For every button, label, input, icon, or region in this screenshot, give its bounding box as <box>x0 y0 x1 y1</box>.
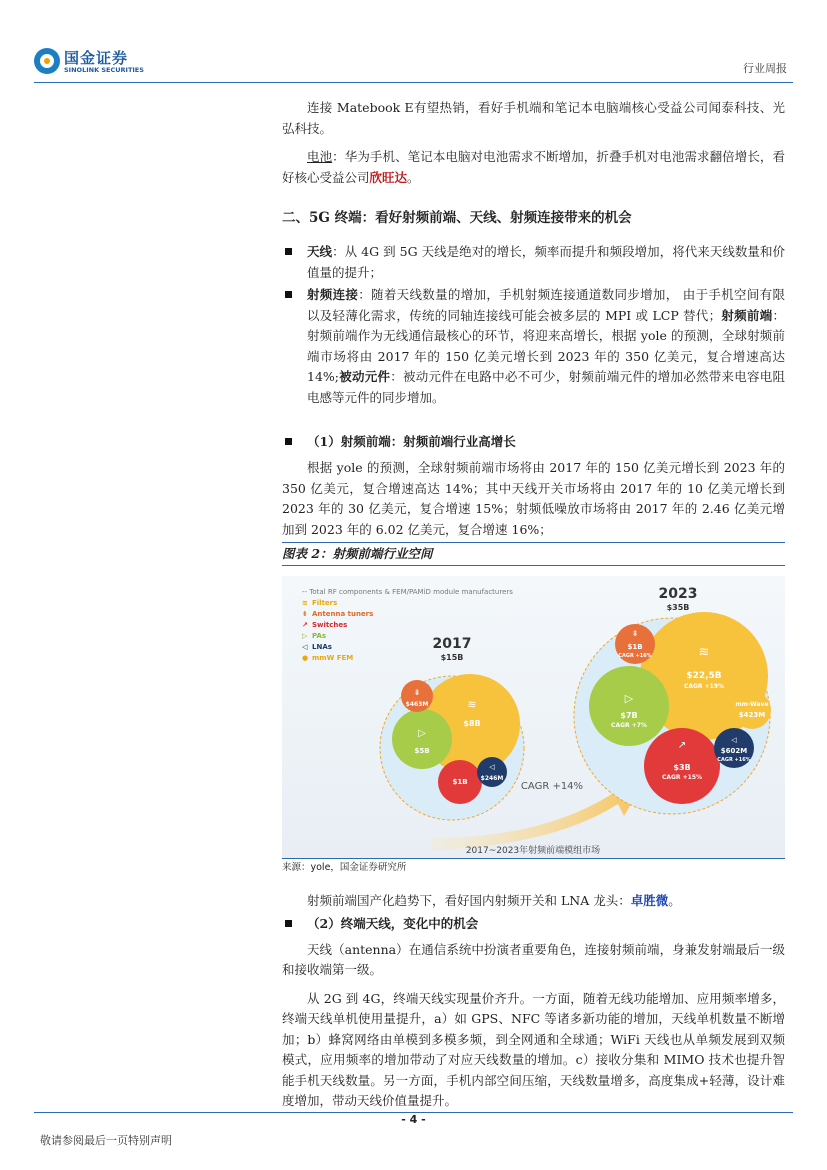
legend-icon-switches: ↗ <box>302 621 308 629</box>
bubble-2023-tuners-cagr: CAGR +16% <box>618 653 652 659</box>
bubble-2023-switches-label: $3B <box>673 763 691 772</box>
bubble-2023-filters-label: $22,5B <box>686 671 722 681</box>
bubble-2023-pas-cagr: CAGR +7% <box>611 722 647 729</box>
page-number: - 4 - <box>401 1113 426 1126</box>
bullet-rf-connect-text: ：随着天线数量的增加，手机射频连接通道数同步增加， 由于手机空间有限以及轻薄化需求，传统的同轴连接线可能会被多层的 MPI 或 LCP 替代； <box>307 287 785 323</box>
header-divider <box>34 82 793 83</box>
bubble-2023-mmw <box>733 691 771 729</box>
bubble-2017-tuners-label: $463M <box>405 701 429 708</box>
bubble-2023-pas-label: $7B <box>620 711 638 720</box>
bubble-chart-svg <box>282 576 785 858</box>
bubble-2017-filters-icon: ≋ <box>467 698 477 711</box>
bubble-2017-filters-label: $8B <box>463 719 481 728</box>
legend-filters: Filters <box>312 599 338 607</box>
arrow-cagr: CAGR +14% <box>520 781 584 792</box>
bullet-rf-connect-label: 射频连接 <box>307 287 359 302</box>
bubble-2023-filters-icon: ≋ <box>698 645 710 660</box>
figure-title: 图表 2：射频前端行业空间 <box>282 542 785 566</box>
bullet-passive-text: ：被动元件在电路中必不可少，射频前端元件的增加必然带来电容电阻电感等元件的同步增加。 <box>307 369 785 405</box>
legend-icon-lnas: ◁ <box>302 643 308 651</box>
bubble-2023-lnas-cagr: CAGR +16% <box>717 757 751 763</box>
footer-disclaimer: 敬请参阅最后一页特别声明 <box>40 1134 172 1147</box>
main-content <box>282 98 785 1112</box>
bubble-2023-pas <box>589 666 669 746</box>
logo-text-cn: 国金证券 <box>64 49 129 67</box>
bullet-rf-front-text: ：射频前端作为无线通信最核心的环节，将迎来高增长，根据 yole 的预测，全球射频前端市场将由 2017 年的 150 亿美元增长到 2023 年的 350 亿美元，复合增速高达 14%; <box>307 307 785 384</box>
bubble-2017-pas-icon: ▷ <box>418 728 426 739</box>
legend-icon-tuners: ⇟ <box>302 610 308 618</box>
sub2-title: （2）终端天线，变化中的机会 <box>282 914 785 934</box>
legend-icon-pas: ▷ <box>302 632 308 640</box>
bubble-2023-lnas-label: $602M <box>720 747 748 755</box>
chart-caption: 2017~2023年射频前端模组市场 <box>465 846 601 856</box>
bubble-2023-tuners-label: $1B <box>627 643 643 651</box>
bullet-rf-front-label: 射频前端 <box>721 307 773 323</box>
battery-label: 电池 <box>307 149 333 164</box>
bubble-2017-switches-label: $1B <box>452 778 468 786</box>
figure-source: 来源：yole，国金证券研究所 <box>282 858 785 875</box>
legend-title: -- Total RF components & FEM/PAMiD module manufacturers <box>302 588 513 596</box>
report-type: 行业周报 <box>743 62 787 75</box>
total-2023: $35B <box>666 603 690 612</box>
paragraph-rf-localization <box>282 891 785 912</box>
bubble-2017-lnas-icon: ◁ <box>489 763 495 771</box>
legend-icon-mmw: ● <box>302 654 309 662</box>
sub1-title: （1）射频前端：射频前端行业高增长 <box>282 432 785 452</box>
company-logo <box>34 48 152 80</box>
legend-switches: Switches <box>312 621 348 629</box>
year-2017: 2017 <box>432 636 472 652</box>
rf-localization-end: 。 <box>668 893 681 908</box>
paragraph-rf-market: 根据 yole 的预测，全球射频前端市场将由 2017 年的 150 亿美元增长到 2023 年的 350 亿美元，复合增速高达 14%；其中天线开关市场将由 2017 年的 10 亿美元增长到 2023 年的 30 亿美元，复合增速 15%；射频低噪放市场将由 2017 年的 2.46 亿美元增加到 2023 年的 6.02 亿美元，复合增速 16%； <box>282 460 785 537</box>
bullet-antenna-label: 天线 <box>307 244 333 259</box>
bullet-antenna-text: ：从 4G 到 5G 天线是绝对的增长，频率而提升和频段增加，将代来天线数量和价值量的提升； <box>307 244 785 280</box>
bubble-2023-tuners-icon: ⇟ <box>631 629 639 638</box>
bullet-antenna <box>282 242 785 283</box>
bubble-2023-lnas-icon: ◁ <box>731 736 737 744</box>
paragraph-battery <box>282 147 785 188</box>
battery-company: 欣旺达 <box>369 169 408 185</box>
legend-lnas: LNAs <box>312 643 332 651</box>
paragraph-matebook: 连接 Matebook E有望热销，看好手机端和笔记本电脑端核心受益公司闻泰科技、光弘科技。 <box>282 100 785 136</box>
logo-mark-icon <box>34 48 60 74</box>
bubble-2023-mmw-label: $423M <box>738 711 766 719</box>
bubble-2017-pas-label: $5B <box>414 747 430 755</box>
bubble-2023-switches-cagr: CAGR +15% <box>661 774 703 781</box>
figure-bubble-chart <box>282 576 785 858</box>
legend-mmw: mmW FEM <box>312 654 354 662</box>
bubble-2017-lnas <box>477 757 507 787</box>
legend-icon-filters: ≋ <box>302 599 308 607</box>
legend-pas: PAs <box>312 632 327 640</box>
bubble-2023-mmw-name: mm-Wave <box>735 701 769 708</box>
bullet-rf-connect <box>282 285 785 408</box>
bubble-2023-switches-icon: ↗ <box>677 740 687 751</box>
bubble-2017-tuners-icon: ⇟ <box>413 688 421 697</box>
bubble-2017-pas <box>392 709 452 769</box>
logo-text-en: SINOLINK SECURITIES <box>64 66 144 74</box>
legend-tuners: Antenna tuners <box>312 610 374 618</box>
bubble-2023-pas-icon: ▷ <box>624 692 634 705</box>
section2-title: 二、5G 终端：看好射频前端、天线、射频连接带来的机会 <box>282 210 632 226</box>
bullet-passive-label: 被动元件 <box>339 369 391 384</box>
rf-localization-company: 卓胜微 <box>630 893 669 908</box>
paragraph-antenna-role: 天线（antenna）在通信系统中扮演者重要角色，连接射频前端，身兼发射端最后一级和接收端第一级。 <box>282 941 785 977</box>
battery-end: 。 <box>407 169 420 185</box>
battery-text: ：华为手机、笔记本电脑对电池需求不断增加，折叠手机对电池需求翻倍增长，看好核心受益公司 <box>282 149 785 185</box>
rf-localization-text: 射频前端国产化趋势下，看好国内射频开关和 LNA 龙头： <box>307 893 631 908</box>
bubble-2023-filters-cagr: CAGR +19% <box>683 683 725 690</box>
bubble-2017-lnas-label: $246M <box>480 775 504 782</box>
paragraph-antenna-growth: 从 2G 到 4G，终端天线实现量价齐升。一方面，随着无线功能增加、应用频率增多，终端天线单机使用量提升，a）如 GPS、NFC 等诸多新功能的增加，天线单机数量不断增加；b）蜂窝网络由单模到多模多频，到全网通和全球通；WiFi 天线也从单频发展到双频模式，应用频率的增加带动了对应天线数量的增加。c）接收分集和 MIMO 技术也提升智能手机天线数量。另一方面，手机内部空间压缩，天线数量增多，高度集成+轻薄，设计难度增加，带动天线价值量提升。 <box>282 990 785 1108</box>
total-2017: $15B <box>440 653 464 662</box>
year-2023: 2023 <box>658 586 698 602</box>
